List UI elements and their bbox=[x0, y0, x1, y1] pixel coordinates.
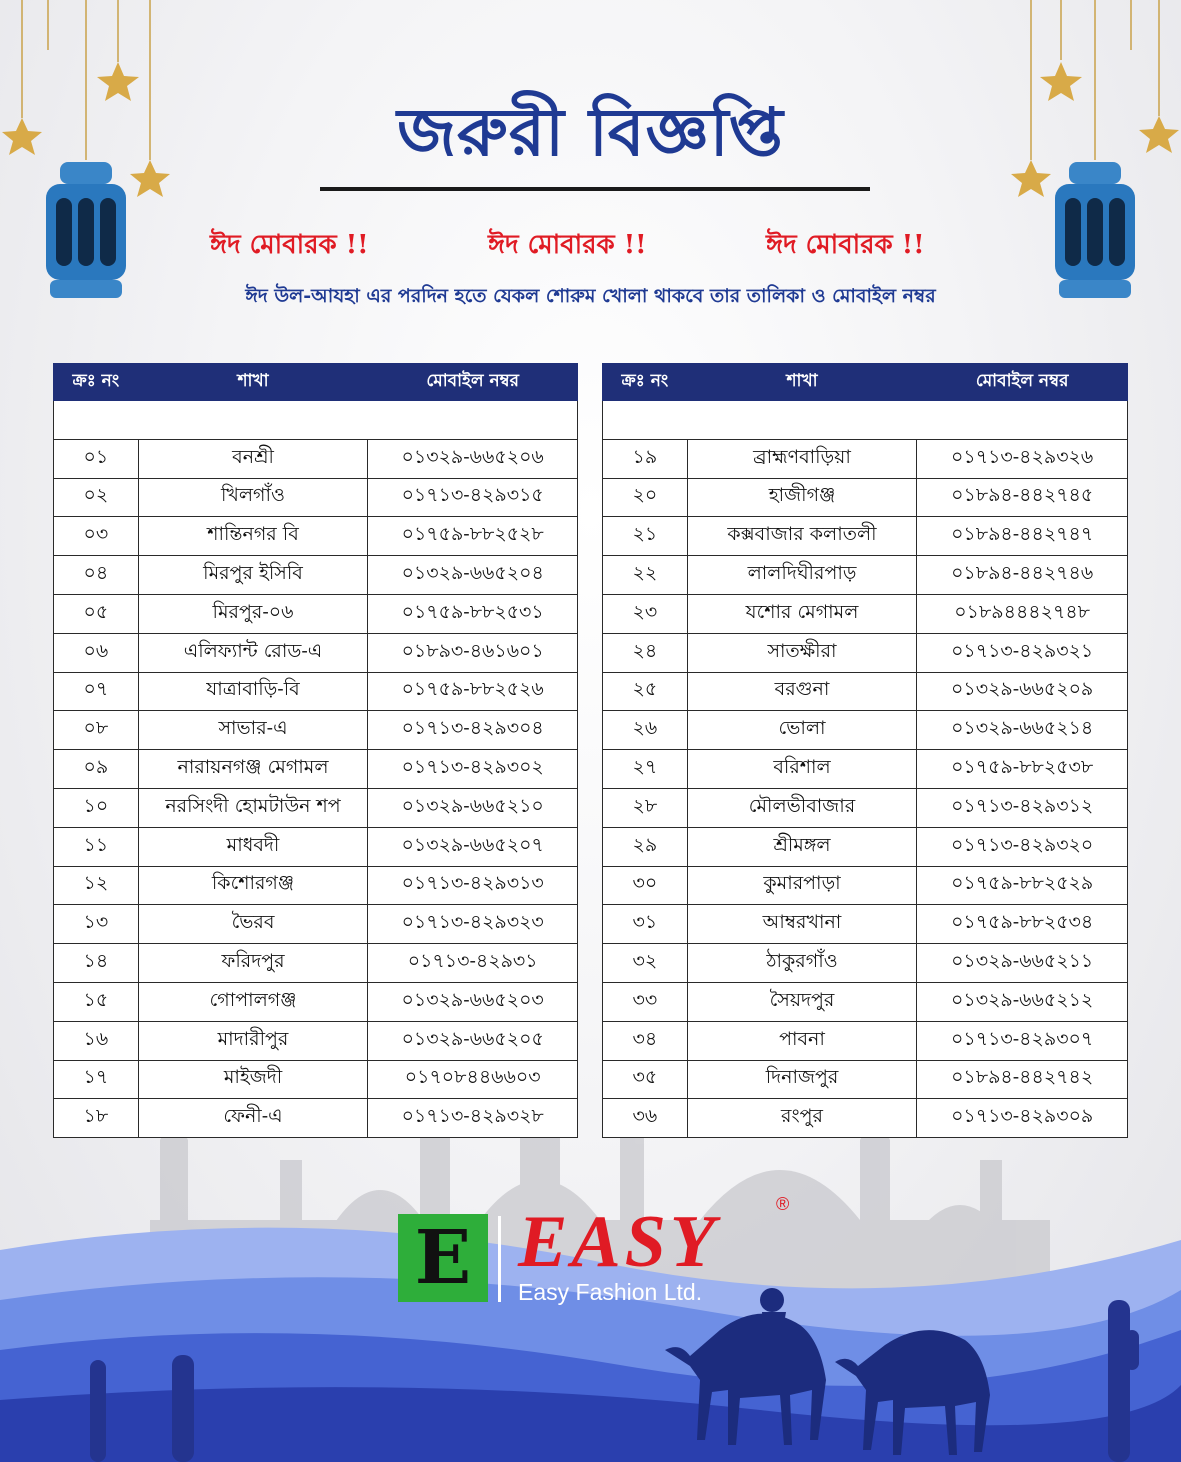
serial-cell: ১০ bbox=[54, 788, 139, 827]
branch-cell: বরিশাল bbox=[687, 750, 917, 789]
mobile-cell: ০১৮৯৩-৪৬১৬০১ bbox=[368, 633, 578, 672]
mobile-cell: ০১৭১৩-৪২৯৩০৯ bbox=[917, 1099, 1128, 1138]
table-row bbox=[603, 1099, 1128, 1138]
branch-cell: ব্রাহ্মণবাড়িয়া bbox=[687, 439, 917, 478]
table-row bbox=[603, 788, 1128, 827]
branch-cell: শ্রীমঙ্গল bbox=[687, 827, 917, 866]
serial-cell: ২৭ bbox=[603, 750, 688, 789]
table-row bbox=[603, 827, 1128, 866]
table-row bbox=[54, 866, 578, 905]
table-row bbox=[54, 905, 578, 944]
mobile-cell: ০১৩২৯-৬৬৫২০৭ bbox=[368, 827, 578, 866]
mobile-cell: ০১৭৫৯-৮৮২৫২৬ bbox=[368, 672, 578, 711]
mobile-cell: ০১৮৯৪-৪৪২৭৪৫ bbox=[917, 478, 1128, 517]
table-row bbox=[54, 711, 578, 750]
branch-cell: ঠাকুরগাঁও bbox=[687, 944, 917, 983]
branch-cell: পাবনা bbox=[687, 1021, 917, 1060]
branch-cell: দিনাজপুর bbox=[687, 1060, 917, 1099]
branch-cell: যাত্রাবাড়ি-বি bbox=[138, 672, 368, 711]
branch-cell: ফরিদপুর bbox=[138, 944, 368, 983]
table-row bbox=[54, 982, 578, 1021]
branch-cell: যশোর মেগামল bbox=[687, 594, 917, 633]
page-title: জরুরী বিজ্ঞপ্তি bbox=[397, 94, 784, 171]
serial-cell: ০১ bbox=[54, 439, 139, 478]
table-row bbox=[603, 905, 1128, 944]
serial-cell: ২৫ bbox=[603, 672, 688, 711]
table-row bbox=[54, 672, 578, 711]
serial-cell: ১৬ bbox=[54, 1021, 139, 1060]
notice-subtitle: ঈদ উল-আযহা এর পরদিন হতে যেকল শোরুম খোলা থাকবে তার তালিকা ও মোবাইল নম্বর bbox=[245, 285, 936, 307]
branch-cell: লালদিঘীরপাড় bbox=[687, 556, 917, 595]
mobile-cell: ০১৭১৩-৪২৯৩২৬ bbox=[917, 439, 1128, 478]
branch-cell: সৈয়দপুর bbox=[687, 982, 917, 1021]
table-row bbox=[54, 944, 578, 983]
mobile-cell: ০১৭১৩-৪২৯৩২৮ bbox=[368, 1099, 578, 1138]
column-header-mobile: মোবাইল নম্বর bbox=[917, 364, 1128, 401]
mobile-cell: ০১৭১৩-৪২৯৩০৭ bbox=[917, 1021, 1128, 1060]
mobile-cell: ০১৮৯৪-৪৪২৭৪২ bbox=[917, 1060, 1128, 1099]
table-row bbox=[54, 750, 578, 789]
mobile-cell: ০১৭৫৯-৮৮২৫৩৪ bbox=[917, 905, 1128, 944]
table-row bbox=[54, 633, 578, 672]
serial-cell: ০৯ bbox=[54, 750, 139, 789]
logo-divider bbox=[498, 1216, 501, 1302]
branch-cell: এলিফ্যান্ট রোড-এ bbox=[138, 633, 368, 672]
serial-cell: ১৪ bbox=[54, 944, 139, 983]
column-header-serial: ক্রঃ নং bbox=[54, 364, 139, 401]
brand-name: EASY bbox=[518, 1201, 720, 1283]
table-row bbox=[54, 517, 578, 556]
table-row bbox=[603, 1060, 1128, 1099]
branch-cell: ফেনী-এ bbox=[138, 1099, 368, 1138]
mobile-cell: ০১৩২৯-৬৬৫২০৯ bbox=[917, 672, 1128, 711]
crescent-moon-icon bbox=[1126, 42, 1143, 74]
serial-cell: ০৭ bbox=[54, 672, 139, 711]
mobile-cell: ০১৩২৯-৬৬৫২০৫ bbox=[368, 1021, 578, 1060]
mobile-cell: ০১৭১৩-৪২৯৩১২ bbox=[917, 788, 1128, 827]
serial-cell: ০৩ bbox=[54, 517, 139, 556]
serial-cell: ০৬ bbox=[54, 633, 139, 672]
mobile-cell: ০১৩২৯-৬৬৫২১২ bbox=[917, 982, 1128, 1021]
branch-cell: নারায়নগঞ্জ মেগামল bbox=[138, 750, 368, 789]
table-row bbox=[603, 478, 1128, 517]
table-row bbox=[54, 478, 578, 517]
table-row bbox=[54, 594, 578, 633]
crescent-moon-icon bbox=[43, 46, 60, 78]
branch-cell: মাদারীপুর bbox=[138, 1021, 368, 1060]
mobile-cell: ০১৮৯৪-৪৪২৭৪৭ bbox=[917, 517, 1128, 556]
branch-cell: বরগুনা bbox=[687, 672, 917, 711]
serial-cell: ১১ bbox=[54, 827, 139, 866]
mobile-cell: ০১৭১৩-৪২৯৩১৫ bbox=[368, 478, 578, 517]
column-header-branch: শাখা bbox=[687, 364, 917, 401]
table-header-row bbox=[603, 364, 1128, 401]
mobile-cell: ০১৭১৩-৪২৯৩২৩ bbox=[368, 905, 578, 944]
serial-cell: ১৩ bbox=[54, 905, 139, 944]
table-body bbox=[54, 401, 578, 1138]
table-spacer bbox=[54, 401, 578, 440]
greeting-text: ঈদ মোবারক !! bbox=[210, 230, 369, 260]
serial-cell: ৩৪ bbox=[603, 1021, 688, 1060]
mobile-cell: ০১৩২৯-৬৬৫২১০ bbox=[368, 788, 578, 827]
mobile-cell: ০১৭৫৯-৮৮২৫৩৮ bbox=[917, 750, 1128, 789]
serial-cell: ০৫ bbox=[54, 594, 139, 633]
title-divider bbox=[320, 187, 870, 191]
serial-cell: ২২ bbox=[603, 556, 688, 595]
mobile-cell: ০১৭১৩-৪২৯৩২০ bbox=[917, 827, 1128, 866]
column-header-mobile: মোবাইল নম্বর bbox=[368, 364, 578, 401]
serial-cell: ২১ bbox=[603, 517, 688, 556]
branch-cell: কুমারপাড়া bbox=[687, 866, 917, 905]
serial-cell: ৩৫ bbox=[603, 1060, 688, 1099]
branch-cell: মাইজদী bbox=[138, 1060, 368, 1099]
branch-cell: হাজীগঞ্জ bbox=[687, 478, 917, 517]
table-row bbox=[603, 672, 1128, 711]
serial-cell: ০৮ bbox=[54, 711, 139, 750]
column-header-serial: ক্রঃ নং bbox=[603, 364, 688, 401]
branch-cell: মাধবদী bbox=[138, 827, 368, 866]
serial-cell: ১৯ bbox=[603, 439, 688, 478]
mobile-cell: ০১৭১৩-৪২৯৩২১ bbox=[917, 633, 1128, 672]
table-row bbox=[54, 556, 578, 595]
mobile-cell: ০১৩২৯-৬৬৫২০৩ bbox=[368, 982, 578, 1021]
mobile-cell: ০১৭৫৯-৮৮২৫৩১ bbox=[368, 594, 578, 633]
mobile-cell: ০১৭৫৯-৮৮২৫২৮ bbox=[368, 517, 578, 556]
branch-cell: খিলগাঁও bbox=[138, 478, 368, 517]
table-row bbox=[603, 633, 1128, 672]
branch-cell: গোপালগঞ্জ bbox=[138, 982, 368, 1021]
table-spacer bbox=[603, 401, 1128, 440]
table-row bbox=[603, 866, 1128, 905]
serial-cell: ১৫ bbox=[54, 982, 139, 1021]
branch-table-left bbox=[53, 363, 578, 1138]
branch-cell: বনশ্রী bbox=[138, 439, 368, 478]
table-body bbox=[603, 401, 1128, 1138]
branch-cell: সাভার-এ bbox=[138, 711, 368, 750]
mobile-cell: ০১৩২৯-৬৬৫২১১ bbox=[917, 944, 1128, 983]
company-name: Easy Fashion Ltd. bbox=[518, 1279, 703, 1305]
serial-cell: ৩৬ bbox=[603, 1099, 688, 1138]
column-header-branch: শাখা bbox=[138, 364, 368, 401]
branch-cell: আম্বরখানা bbox=[687, 905, 917, 944]
branch-table-right bbox=[602, 363, 1128, 1138]
registered-mark: ® bbox=[776, 1194, 790, 1214]
mobile-cell: ০১৮৯৪-৪৪২৭৪৬ bbox=[917, 556, 1128, 595]
serial-cell: ০২ bbox=[54, 478, 139, 517]
serial-cell: ২৩ bbox=[603, 594, 688, 633]
branch-cell: শান্তিনগর বি bbox=[138, 517, 368, 556]
table-row bbox=[603, 439, 1128, 478]
serial-cell: ৩০ bbox=[603, 866, 688, 905]
mobile-cell: ০১৭০৮৪৪৬৬০৩ bbox=[368, 1060, 578, 1099]
table-row bbox=[54, 439, 578, 478]
table-row bbox=[603, 556, 1128, 595]
mobile-cell: ০১৩২৯-৬৬৫২০৪ bbox=[368, 556, 578, 595]
mobile-cell: ০১৩২৯-৬৬৫২১৪ bbox=[917, 711, 1128, 750]
branch-cell: ভৈরব bbox=[138, 905, 368, 944]
serial-cell: ২৬ bbox=[603, 711, 688, 750]
table-header-row bbox=[54, 364, 578, 401]
branch-cell: কক্সবাজার কলাতলী bbox=[687, 517, 917, 556]
table-row bbox=[603, 711, 1128, 750]
table-row bbox=[54, 827, 578, 866]
mobile-cell: ০১৭৫৯-৮৮২৫২৯ bbox=[917, 866, 1128, 905]
mobile-cell: ০১৮৯৪৪৪২৭৪৮ bbox=[917, 594, 1128, 633]
table-row bbox=[54, 788, 578, 827]
serial-cell: ১৭ bbox=[54, 1060, 139, 1099]
serial-cell: ২৪ bbox=[603, 633, 688, 672]
table-row bbox=[603, 1021, 1128, 1060]
branch-cell: কিশোরগঞ্জ bbox=[138, 866, 368, 905]
mobile-cell: ০১৭১৩-৪২৯৩১ bbox=[368, 944, 578, 983]
table-row bbox=[603, 594, 1128, 633]
branch-cell: মৌলভীবাজার bbox=[687, 788, 917, 827]
table-row bbox=[603, 982, 1128, 1021]
mobile-cell: ০১৭১৩-৪২৯৩০২ bbox=[368, 750, 578, 789]
table-row bbox=[603, 944, 1128, 983]
greeting-text: ঈদ মোবারক !! bbox=[766, 230, 925, 260]
branch-cell: সাতক্ষীরা bbox=[687, 633, 917, 672]
serial-cell: ১৮ bbox=[54, 1099, 139, 1138]
serial-cell: ৩৩ bbox=[603, 982, 688, 1021]
serial-cell: ২৯ bbox=[603, 827, 688, 866]
serial-cell: ১২ bbox=[54, 866, 139, 905]
greeting-text: ঈদ মোবারক !! bbox=[488, 230, 647, 260]
serial-cell: ৩১ bbox=[603, 905, 688, 944]
mobile-cell: ০১৭১৩-৪২৯৩১৩ bbox=[368, 866, 578, 905]
serial-cell: ২০ bbox=[603, 478, 688, 517]
branch-cell: ভোলা bbox=[687, 711, 917, 750]
easy-logo-mark: E bbox=[398, 1214, 488, 1302]
mobile-cell: ০১৭১৩-৪২৯৩০৪ bbox=[368, 711, 578, 750]
branch-cell: নরসিংদী হোমটাউন শপ bbox=[138, 788, 368, 827]
serial-cell: ২৮ bbox=[603, 788, 688, 827]
branch-cell: মিরপুর-০৬ bbox=[138, 594, 368, 633]
table-row bbox=[603, 750, 1128, 789]
serial-cell: ০৪ bbox=[54, 556, 139, 595]
branch-cell: মিরপুর ইসিবি bbox=[138, 556, 368, 595]
table-row bbox=[54, 1060, 578, 1099]
table-row bbox=[54, 1099, 578, 1138]
table-row bbox=[603, 517, 1128, 556]
serial-cell: ৩২ bbox=[603, 944, 688, 983]
mobile-cell: ০১৩২৯-৬৬৫২০৬ bbox=[368, 439, 578, 478]
table-row bbox=[54, 1021, 578, 1060]
branch-cell: রংপুর bbox=[687, 1099, 917, 1138]
